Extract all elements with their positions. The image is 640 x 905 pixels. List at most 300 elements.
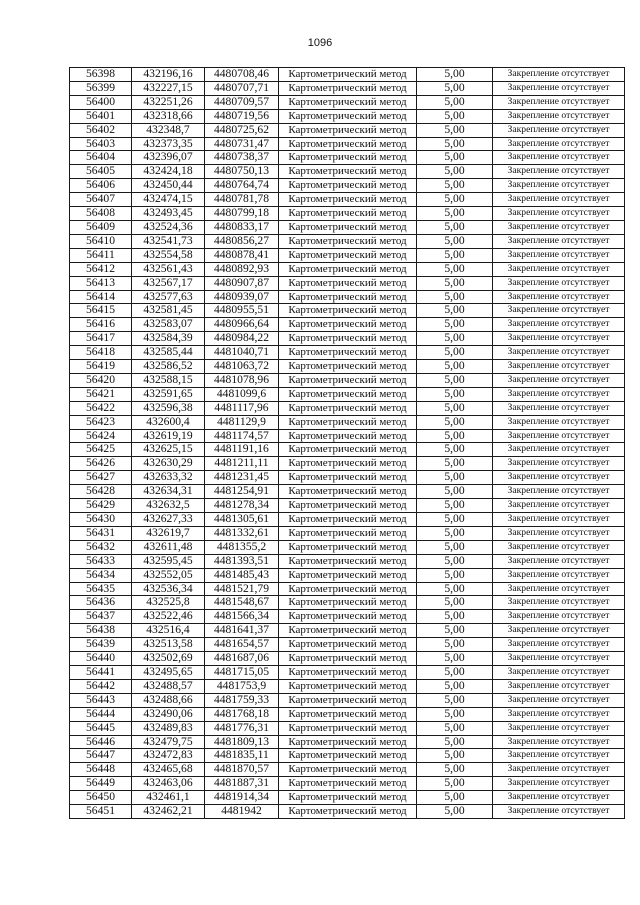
point-number-cell: 56401: [70, 109, 132, 123]
table-row: [70, 457, 625, 471]
point-number-cell: 56430: [70, 513, 132, 527]
table-row: [70, 95, 625, 109]
accuracy-cell: 5,00: [417, 471, 493, 485]
accuracy-cell: 5,00: [417, 457, 493, 471]
accuracy-cell: 5,00: [417, 638, 493, 652]
point-number-cell: 56415: [70, 304, 132, 318]
point-number-cell: 56420: [70, 373, 132, 387]
method-cell: Картометрический метод: [279, 137, 417, 151]
table-row: [70, 471, 625, 485]
accuracy-cell: 5,00: [417, 276, 493, 290]
point-number-cell: 56445: [70, 721, 132, 735]
table-row: [70, 568, 625, 582]
method-cell: Картометрический метод: [279, 499, 417, 513]
method-cell: Картометрический метод: [279, 346, 417, 360]
x-coordinate-cell: 432488,66: [132, 693, 205, 707]
x-coordinate-cell: 432588,15: [132, 373, 205, 387]
fixing-status-cell: Закрепление отсутствует: [493, 499, 625, 513]
point-number-cell: 56442: [70, 679, 132, 693]
x-coordinate-cell: 432584,39: [132, 332, 205, 346]
fixing-status-cell: Закрепление отсутствует: [493, 805, 625, 819]
table-row: [70, 721, 625, 735]
table-row: [70, 401, 625, 415]
table-row: [70, 805, 625, 819]
x-coordinate-cell: 432489,83: [132, 721, 205, 735]
accuracy-cell: 5,00: [417, 165, 493, 179]
method-cell: Картометрический метод: [279, 624, 417, 638]
method-cell: Картометрический метод: [279, 193, 417, 207]
point-number-cell: 56426: [70, 457, 132, 471]
accuracy-cell: 5,00: [417, 513, 493, 527]
point-number-cell: 56437: [70, 610, 132, 624]
fixing-status-cell: Закрепление отсутствует: [493, 471, 625, 485]
table-row: [70, 443, 625, 457]
x-coordinate-cell: 432586,52: [132, 360, 205, 374]
y-coordinate-cell: 4480731,47: [205, 137, 279, 151]
accuracy-cell: 5,00: [417, 401, 493, 415]
accuracy-cell: 5,00: [417, 151, 493, 165]
y-coordinate-cell: 4480984,22: [205, 332, 279, 346]
fixing-status-cell: Закрепление отсутствует: [493, 193, 625, 207]
fixing-status-cell: Закрепление отсутствует: [493, 81, 625, 95]
accuracy-cell: 5,00: [417, 499, 493, 513]
accuracy-cell: 5,00: [417, 109, 493, 123]
y-coordinate-cell: 4481759,33: [205, 693, 279, 707]
method-cell: Картометрический метод: [279, 290, 417, 304]
accuracy-cell: 5,00: [417, 540, 493, 554]
method-cell: Картометрический метод: [279, 81, 417, 95]
point-number-cell: 56449: [70, 777, 132, 791]
y-coordinate-cell: 4480878,41: [205, 248, 279, 262]
y-coordinate-cell: 4481117,96: [205, 401, 279, 415]
x-coordinate-cell: 432461,1: [132, 791, 205, 805]
y-coordinate-cell: 4481485,43: [205, 568, 279, 582]
accuracy-cell: 5,00: [417, 81, 493, 95]
fixing-status-cell: Закрепление отсутствует: [493, 290, 625, 304]
y-coordinate-cell: 4481776,31: [205, 721, 279, 735]
x-coordinate-cell: 432525,8: [132, 596, 205, 610]
y-coordinate-cell: 4481887,31: [205, 777, 279, 791]
point-number-cell: 56443: [70, 693, 132, 707]
fixing-status-cell: Закрепление отсутствует: [493, 610, 625, 624]
point-number-cell: 56402: [70, 123, 132, 137]
table-row: [70, 137, 625, 151]
table-row: [70, 707, 625, 721]
y-coordinate-cell: 4481393,51: [205, 554, 279, 568]
fixing-status-cell: Закрепление отсутствует: [493, 596, 625, 610]
table-row: [70, 777, 625, 791]
x-coordinate-cell: 432536,34: [132, 582, 205, 596]
x-coordinate-cell: 432632,5: [132, 499, 205, 513]
table-row: [70, 193, 625, 207]
accuracy-cell: 5,00: [417, 387, 493, 401]
method-cell: Картометрический метод: [279, 526, 417, 540]
method-cell: Картометрический метод: [279, 234, 417, 248]
method-cell: Картометрический метод: [279, 123, 417, 137]
method-cell: Картометрический метод: [279, 151, 417, 165]
fixing-status-cell: Закрепление отсутствует: [493, 165, 625, 179]
fixing-status-cell: Закрепление отсутствует: [493, 791, 625, 805]
x-coordinate-cell: 432581,45: [132, 304, 205, 318]
accuracy-cell: 5,00: [417, 318, 493, 332]
method-cell: Картометрический метод: [279, 68, 417, 82]
method-cell: Картометрический метод: [279, 638, 417, 652]
accuracy-cell: 5,00: [417, 220, 493, 234]
y-coordinate-cell: 4480907,87: [205, 276, 279, 290]
method-cell: Картометрический метод: [279, 693, 417, 707]
accuracy-cell: 5,00: [417, 193, 493, 207]
fixing-status-cell: Закрепление отсутствует: [493, 276, 625, 290]
y-coordinate-cell: 4481174,57: [205, 429, 279, 443]
method-cell: Картометрический метод: [279, 513, 417, 527]
fixing-status-cell: Закрепление отсутствует: [493, 346, 625, 360]
y-coordinate-cell: 4480781,78: [205, 193, 279, 207]
accuracy-cell: 5,00: [417, 207, 493, 221]
x-coordinate-cell: 432585,44: [132, 346, 205, 360]
y-coordinate-cell: 4481870,57: [205, 763, 279, 777]
fixing-status-cell: Закрепление отсутствует: [493, 513, 625, 527]
method-cell: Картометрический метод: [279, 332, 417, 346]
x-coordinate-cell: 432625,15: [132, 443, 205, 457]
x-coordinate-cell: 432373,35: [132, 137, 205, 151]
point-number-cell: 56406: [70, 179, 132, 193]
point-number-cell: 56405: [70, 165, 132, 179]
accuracy-cell: 5,00: [417, 749, 493, 763]
x-coordinate-cell: 432463,06: [132, 777, 205, 791]
accuracy-cell: 5,00: [417, 721, 493, 735]
y-coordinate-cell: 4481063,72: [205, 360, 279, 374]
table-row: [70, 207, 625, 221]
table-row: [70, 109, 625, 123]
y-coordinate-cell: 4481809,13: [205, 735, 279, 749]
point-number-cell: 56446: [70, 735, 132, 749]
accuracy-cell: 5,00: [417, 777, 493, 791]
method-cell: Картометрический метод: [279, 721, 417, 735]
point-number-cell: 56400: [70, 95, 132, 109]
method-cell: Картометрический метод: [279, 373, 417, 387]
table-row: [70, 165, 625, 179]
method-cell: Картометрический метод: [279, 443, 417, 457]
y-coordinate-cell: 4481254,91: [205, 485, 279, 499]
point-number-cell: 56428: [70, 485, 132, 499]
method-cell: Картометрический метод: [279, 360, 417, 374]
point-number-cell: 56407: [70, 193, 132, 207]
y-coordinate-cell: 4481278,34: [205, 499, 279, 513]
y-coordinate-cell: 4481942: [205, 805, 279, 819]
table-row: [70, 276, 625, 290]
method-cell: Картометрический метод: [279, 429, 417, 443]
method-cell: Картометрический метод: [279, 220, 417, 234]
table-row: [70, 262, 625, 276]
fixing-status-cell: Закрепление отсутствует: [493, 68, 625, 82]
accuracy-cell: 5,00: [417, 68, 493, 82]
fixing-status-cell: Закрепление отсутствует: [493, 665, 625, 679]
x-coordinate-cell: 432611,48: [132, 540, 205, 554]
method-cell: Картометрический метод: [279, 457, 417, 471]
table-row: [70, 693, 625, 707]
y-coordinate-cell: 4480799,18: [205, 207, 279, 221]
point-number-cell: 56433: [70, 554, 132, 568]
x-coordinate-cell: 432524,36: [132, 220, 205, 234]
page-number: 1096: [307, 37, 333, 49]
method-cell: Картометрический метод: [279, 262, 417, 276]
table-row: [70, 513, 625, 527]
y-coordinate-cell: 4481191,16: [205, 443, 279, 457]
fixing-status-cell: Закрепление отсутствует: [493, 234, 625, 248]
x-coordinate-cell: 432251,26: [132, 95, 205, 109]
y-coordinate-cell: 4481355,2: [205, 540, 279, 554]
y-coordinate-cell: 4480719,56: [205, 109, 279, 123]
table-row: [70, 596, 625, 610]
point-number-cell: 56399: [70, 81, 132, 95]
point-number-cell: 56404: [70, 151, 132, 165]
method-cell: Картометрический метод: [279, 276, 417, 290]
accuracy-cell: 5,00: [417, 791, 493, 805]
accuracy-cell: 5,00: [417, 332, 493, 346]
method-cell: Картометрический метод: [279, 540, 417, 554]
fixing-status-cell: Закрепление отсутствует: [493, 526, 625, 540]
accuracy-cell: 5,00: [417, 485, 493, 499]
fixing-status-cell: Закрепление отсутствует: [493, 415, 625, 429]
accuracy-cell: 5,00: [417, 234, 493, 248]
table-row: [70, 499, 625, 513]
x-coordinate-cell: 432472,83: [132, 749, 205, 763]
table-row: [70, 415, 625, 429]
accuracy-cell: 5,00: [417, 554, 493, 568]
fixing-status-cell: Закрепление отсутствует: [493, 693, 625, 707]
method-cell: Картометрический метод: [279, 735, 417, 749]
table-row: [70, 652, 625, 666]
accuracy-cell: 5,00: [417, 707, 493, 721]
point-number-cell: 56416: [70, 318, 132, 332]
point-number-cell: 56417: [70, 332, 132, 346]
x-coordinate-cell: 432493,45: [132, 207, 205, 221]
accuracy-cell: 5,00: [417, 679, 493, 693]
method-cell: Картометрический метод: [279, 485, 417, 499]
point-number-cell: 56438: [70, 624, 132, 638]
x-coordinate-cell: 432516,4: [132, 624, 205, 638]
method-cell: Картометрический метод: [279, 568, 417, 582]
table-row: [70, 526, 625, 540]
table-row: [70, 665, 625, 679]
method-cell: Картометрический метод: [279, 582, 417, 596]
accuracy-cell: 5,00: [417, 123, 493, 137]
table-row: [70, 234, 625, 248]
x-coordinate-cell: 432552,05: [132, 568, 205, 582]
method-cell: Картометрический метод: [279, 318, 417, 332]
y-coordinate-cell: 4481078,96: [205, 373, 279, 387]
y-coordinate-cell: 4481521,79: [205, 582, 279, 596]
fixing-status-cell: Закрепление отсутствует: [493, 179, 625, 193]
point-number-cell: 56408: [70, 207, 132, 221]
fixing-status-cell: Закрепление отсутствует: [493, 151, 625, 165]
method-cell: Картометрический метод: [279, 665, 417, 679]
x-coordinate-cell: 432396,07: [132, 151, 205, 165]
accuracy-cell: 5,00: [417, 805, 493, 819]
accuracy-cell: 5,00: [417, 763, 493, 777]
fixing-status-cell: Закрепление отсутствует: [493, 262, 625, 276]
x-coordinate-cell: 432348,7: [132, 123, 205, 137]
accuracy-cell: 5,00: [417, 568, 493, 582]
fixing-status-cell: Закрепление отсутствует: [493, 248, 625, 262]
x-coordinate-cell: 432513,58: [132, 638, 205, 652]
method-cell: Картометрический метод: [279, 777, 417, 791]
y-coordinate-cell: 4480966,64: [205, 318, 279, 332]
table-row: [70, 179, 625, 193]
y-coordinate-cell: 4481914,34: [205, 791, 279, 805]
point-number-cell: 56411: [70, 248, 132, 262]
y-coordinate-cell: 4481715,05: [205, 665, 279, 679]
table-row: [70, 679, 625, 693]
y-coordinate-cell: 4481566,34: [205, 610, 279, 624]
fixing-status-cell: Закрепление отсутствует: [493, 735, 625, 749]
method-cell: Картометрический метод: [279, 165, 417, 179]
method-cell: Картометрический метод: [279, 248, 417, 262]
table-row: [70, 763, 625, 777]
x-coordinate-cell: 432196,16: [132, 68, 205, 82]
point-number-cell: 56412: [70, 262, 132, 276]
table-row: [70, 610, 625, 624]
point-number-cell: 56441: [70, 665, 132, 679]
point-number-cell: 56425: [70, 443, 132, 457]
accuracy-cell: 5,00: [417, 526, 493, 540]
point-number-cell: 56422: [70, 401, 132, 415]
y-coordinate-cell: 4481305,61: [205, 513, 279, 527]
fixing-status-cell: Закрепление отсутствует: [493, 540, 625, 554]
y-coordinate-cell: 4481040,71: [205, 346, 279, 360]
accuracy-cell: 5,00: [417, 735, 493, 749]
y-coordinate-cell: 4481129,9: [205, 415, 279, 429]
x-coordinate-cell: 432488,57: [132, 679, 205, 693]
table-row: [70, 123, 625, 137]
y-coordinate-cell: 4480709,57: [205, 95, 279, 109]
fixing-status-cell: Закрепление отсутствует: [493, 707, 625, 721]
y-coordinate-cell: 4481753,9: [205, 679, 279, 693]
point-number-cell: 56431: [70, 526, 132, 540]
accuracy-cell: 5,00: [417, 665, 493, 679]
method-cell: Картометрический метод: [279, 596, 417, 610]
accuracy-cell: 5,00: [417, 304, 493, 318]
x-coordinate-cell: 432474,15: [132, 193, 205, 207]
x-coordinate-cell: 432318,66: [132, 109, 205, 123]
coordinates-table-body: [70, 68, 625, 819]
fixing-status-cell: Закрепление отсутствует: [493, 401, 625, 415]
fixing-status-cell: Закрепление отсутствует: [493, 652, 625, 666]
method-cell: Картометрический метод: [279, 471, 417, 485]
x-coordinate-cell: 432595,45: [132, 554, 205, 568]
accuracy-cell: 5,00: [417, 95, 493, 109]
table-row: [70, 151, 625, 165]
x-coordinate-cell: 432591,65: [132, 387, 205, 401]
accuracy-cell: 5,00: [417, 652, 493, 666]
point-number-cell: 56451: [70, 805, 132, 819]
x-coordinate-cell: 432561,43: [132, 262, 205, 276]
table-row: [70, 373, 625, 387]
fixing-status-cell: Закрепление отсутствует: [493, 429, 625, 443]
y-coordinate-cell: 4481654,57: [205, 638, 279, 652]
method-cell: Картометрический метод: [279, 707, 417, 721]
x-coordinate-cell: 432577,63: [132, 290, 205, 304]
fixing-status-cell: Закрепление отсутствует: [493, 304, 625, 318]
fixing-status-cell: Закрепление отсутствует: [493, 373, 625, 387]
point-number-cell: 56409: [70, 220, 132, 234]
y-coordinate-cell: 4480892,93: [205, 262, 279, 276]
table-row: [70, 332, 625, 346]
method-cell: Картометрический метод: [279, 179, 417, 193]
x-coordinate-cell: 432633,32: [132, 471, 205, 485]
point-number-cell: 56450: [70, 791, 132, 805]
x-coordinate-cell: 432627,33: [132, 513, 205, 527]
point-number-cell: 56421: [70, 387, 132, 401]
x-coordinate-cell: 432619,19: [132, 429, 205, 443]
y-coordinate-cell: 4480738,37: [205, 151, 279, 165]
table-row: [70, 554, 625, 568]
point-number-cell: 56427: [70, 471, 132, 485]
point-number-cell: 56447: [70, 749, 132, 763]
x-coordinate-cell: 432424,18: [132, 165, 205, 179]
x-coordinate-cell: 432502,69: [132, 652, 205, 666]
table-row: [70, 346, 625, 360]
y-coordinate-cell: 4481835,11: [205, 749, 279, 763]
x-coordinate-cell: 432522,46: [132, 610, 205, 624]
method-cell: Картометрический метод: [279, 679, 417, 693]
table-row: [70, 387, 625, 401]
x-coordinate-cell: 432541,73: [132, 234, 205, 248]
y-coordinate-cell: 4481641,37: [205, 624, 279, 638]
method-cell: Картометрический метод: [279, 109, 417, 123]
table-row: [70, 749, 625, 763]
fixing-status-cell: Закрепление отсутствует: [493, 679, 625, 693]
point-number-cell: 56440: [70, 652, 132, 666]
y-coordinate-cell: 4481768,18: [205, 707, 279, 721]
fixing-status-cell: Закрепление отсутствует: [493, 123, 625, 137]
point-number-cell: 56436: [70, 596, 132, 610]
fixing-status-cell: Закрепление отсутствует: [493, 220, 625, 234]
fixing-status-cell: Закрепление отсутствует: [493, 95, 625, 109]
method-cell: Картометрический метод: [279, 401, 417, 415]
x-coordinate-cell: 432596,38: [132, 401, 205, 415]
method-cell: Картометрический метод: [279, 554, 417, 568]
fixing-status-cell: Закрепление отсутствует: [493, 624, 625, 638]
point-number-cell: 56429: [70, 499, 132, 513]
point-number-cell: 56410: [70, 234, 132, 248]
point-number-cell: 56448: [70, 763, 132, 777]
method-cell: Картометрический метод: [279, 652, 417, 666]
table-row: [70, 68, 625, 82]
point-number-cell: 56435: [70, 582, 132, 596]
y-coordinate-cell: 4480707,71: [205, 81, 279, 95]
fixing-status-cell: Закрепление отсутствует: [493, 777, 625, 791]
table-row: [70, 220, 625, 234]
table-row: [70, 624, 625, 638]
point-number-cell: 56403: [70, 137, 132, 151]
table-row: [70, 638, 625, 652]
y-coordinate-cell: 4481687,06: [205, 652, 279, 666]
x-coordinate-cell: 432619,7: [132, 526, 205, 540]
y-coordinate-cell: 4480955,51: [205, 304, 279, 318]
accuracy-cell: 5,00: [417, 693, 493, 707]
fixing-status-cell: Закрепление отсутствует: [493, 443, 625, 457]
accuracy-cell: 5,00: [417, 137, 493, 151]
point-number-cell: 56418: [70, 346, 132, 360]
table-row: [70, 81, 625, 95]
accuracy-cell: 5,00: [417, 248, 493, 262]
accuracy-cell: 5,00: [417, 624, 493, 638]
method-cell: Картометрический метод: [279, 763, 417, 777]
y-coordinate-cell: 4480750,13: [205, 165, 279, 179]
accuracy-cell: 5,00: [417, 415, 493, 429]
y-coordinate-cell: 4480708,46: [205, 68, 279, 82]
